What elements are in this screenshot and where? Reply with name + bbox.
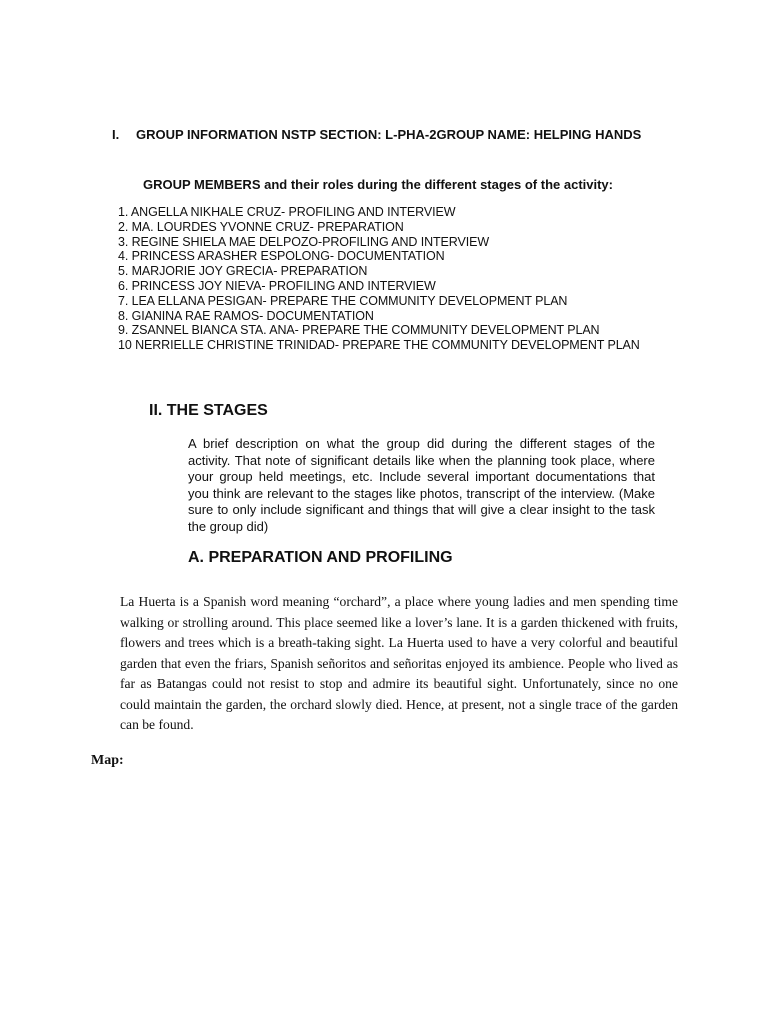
member-item: 8. GIANINA RAE RAMOS- DOCUMENTATION (118, 308, 374, 323)
member-item: 10 NERRIELLE CHRISTINE TRINIDAD- PREPARE THE COMMUNITY DEVELOPMENT PLAN (118, 338, 640, 353)
member-item: 2. MA. LOURDES YVONNE CRUZ- PREPARATION (118, 219, 404, 234)
member-item: 9. ZSANNEL BIANCA STA. ANA- PREPARE THE COMMUNITY DEVELOPMENT PLAN (118, 323, 600, 338)
section-1-title: GROUP INFORMATION NSTP SECTION: L-PHA-2GROUP NAME: HELPING HANDS (136, 127, 642, 142)
member-item: 6. PRINCESS JOY NIEVA- PROFILING AND INTERVIEW (118, 278, 436, 293)
stages-heading: II. THE STAGES (149, 402, 268, 419)
members-list (118, 205, 640, 353)
member-item: 5. MARJORIE JOY GRECIA- PREPARATION (118, 264, 368, 279)
member-item: 3. REGINE SHIELA MAE DELPOZO-PROFILING AND INTERVIEW (118, 234, 490, 249)
member-item: 1. ANGELLA NIKHALE CRUZ- PROFILING AND INTERVIEW (118, 205, 456, 219)
preparation-heading: A. PREPARATION AND PROFILING (188, 549, 453, 566)
map-label: Map: (91, 753, 124, 768)
section-1-number: I. (112, 127, 120, 142)
member-item: 7. LEA ELLANA PESIGAN- PREPARE THE COMMUNITY DEVELOPMENT PLAN (118, 293, 568, 308)
member-item: 4. PRINCESS ARASHER ESPOLONG- DOCUMENTATION (118, 249, 445, 264)
stages-description: A brief description on what the group did during the different stages of the activity. That note of significant details like when the planning took place, where your group held meetings, etc. Include several important documentations that you think are relevant to the stages like photos, transcript of the interview. (Make sure to only include significant and things that will give a clear insight to the task the group did) (188, 436, 655, 534)
members-heading: GROUP MEMBERS and their roles during the different stages of the activity: (143, 177, 613, 192)
preparation-paragraph: La Huerta is a Spanish word meaning “orchard”, a place where young ladies and men spending time walking or strolling around. This place seemed like a lover’s lane. It is a garden thickened with fruits, flowers and trees which is a breath-taking sight. La Huerta used to have a very colorful and beautiful garden that even the friars, Spanish señoritos and señoritas enjoyed its ambience. People who lived as far as Batangas could not resist to stop and admire its beautiful sight. Unfortunately, since no one could maintain the garden, the orchard slowly died. Hence, at present, not a single trace of the garden can be found. (120, 594, 678, 732)
section-1-heading (112, 127, 641, 142)
